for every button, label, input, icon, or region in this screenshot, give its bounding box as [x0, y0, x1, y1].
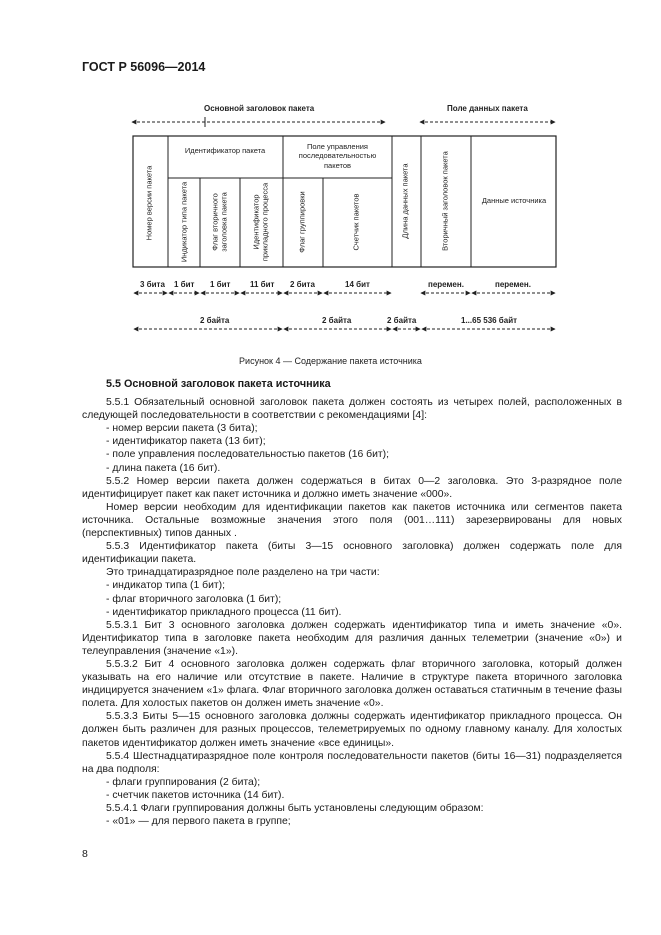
list-item: - идентификатор пакета (13 бит);: [106, 436, 266, 448]
list-item: - «01» — для первого пакета в группе;: [106, 816, 291, 828]
bytes-label: 2 байта: [322, 316, 352, 325]
label-data-field: Поле данных пакета: [447, 104, 528, 113]
list-item: - счетчик пакетов источника (14 бит).: [106, 789, 285, 801]
page-number: 8: [82, 848, 88, 860]
cell-version: Номер версии пакета: [144, 165, 154, 241]
cell-app-process-id: Идентификатор прикладного процесса: [251, 182, 269, 262]
list-item: Это тринадцатиразрядное поле разделено на три части:: [106, 567, 380, 579]
list-item: - номер версии пакета (3 бита);: [106, 423, 258, 435]
bits-label: 3 бита: [140, 280, 165, 289]
cell-secondary-header: Вторичный заголовок пакета: [440, 151, 450, 251]
bytes-label: 1...65 536 байт: [461, 316, 518, 325]
bits-label: перемен.: [495, 280, 531, 289]
bits-label: перемен.: [428, 280, 464, 289]
label-main-header: Основной заголовок пакета: [204, 104, 315, 113]
cell-packet-id: Идентификатор пакета: [184, 146, 266, 155]
paragraph: 5.5.3.2 Бит 4 основного заголовка должен содержать флаг вторичного заголовка, который должен указывать на его наличие или отсутствие в пакете. Наличие в структуре пакета вторичного заголовка индицируется значением «1» флага. Флаг вторичного заголовка должен оставаться статичным в течение фазы полета. Для холостых пакетов он должен иметь значение «0».: [82, 658, 622, 710]
list-item: - идентификатор прикладного процесса (11 бит).: [106, 606, 342, 618]
bytes-label: 2 байта: [387, 316, 417, 325]
section-title: 5.5 Основной заголовок пакета источника: [106, 378, 331, 390]
paragraph: 5.5.4 Шестнадцатиразрядное поле контроля последовательности пакетов (биты 16—31) подразделяется на два подполя:: [82, 750, 622, 775]
body-text: [82, 378, 622, 828]
bits-label: 11 бит: [250, 280, 275, 289]
paragraph: 5.5.2 Номер версии пакета должен содержаться в битах 0—2 заголовка. Это 3-разрядное поле идентифицирует пакет как пакет источника и должно иметь значение «000».: [82, 475, 622, 500]
bits-label: 14 бит: [345, 280, 370, 289]
list-item: 5.5.4.1 Флаги группирования должны быть установлены следующим образом:: [106, 803, 484, 814]
figure-caption: Рисунок 4 — Содержание пакета источника: [239, 356, 422, 366]
paragraph: Номер версии необходим для идентификации пакетов как пакетов источника или сегментов пакета источника. Остальные возможные значения этого поля (001…111) зарезервированы для новых (перспективных) типов данных .: [82, 501, 622, 540]
packet-structure-diagram: [0, 0, 661, 360]
cell-source-data: Данные источника: [481, 196, 547, 205]
paragraph: 5.5.1 Обязательный основной заголовок пакета должен состоять из четырех полей, расположенных в следующей последовательности в соответствии с рекомендациями [4]:: [82, 397, 622, 422]
paragraphs: [82, 396, 622, 828]
document-header: ГОСТ Р 56096—2014: [82, 60, 206, 74]
list-item: - индикатор типа (1 бит);: [106, 580, 226, 592]
diagram-lines: [0, 0, 661, 360]
bits-label: 2 бита: [290, 280, 315, 289]
bits-label: 1 бит: [174, 280, 195, 289]
cell-packet-length: Длина данных пакета: [400, 163, 410, 239]
cell-grouping-flags: Флаг группировки: [297, 191, 307, 253]
list-item: - флаг вторичного заголовка (1 бит);: [106, 593, 282, 605]
list-item: - длина пакета (16 бит).: [106, 462, 221, 474]
paragraph: 5.5.3 Идентификатор пакета (биты 3—15 основного заголовка) должен содержать поле для идентификации пакета.: [82, 541, 622, 566]
cell-seq-control: Поле управления последовательностью пакетов: [298, 142, 377, 170]
list-item: - флаги группирования (2 бита);: [106, 776, 261, 788]
cell-secondary-flag: Флаг вторичного заголовка пакета: [210, 192, 228, 252]
cell-packet-counter: Счетчик пакетов: [351, 193, 361, 251]
bits-label: 1 бит: [210, 280, 231, 289]
paragraph: 5.5.3.1 Бит 3 основного заголовка должен содержать идентификатор типа и иметь значение «0». Идентификатор типа в заголовке пакета необходим для различия данных телеметрии (значение «0») и телеуправления (значение «1»).: [82, 619, 622, 657]
cell-type-indicator: Индикатор типа пакета: [179, 181, 189, 263]
paragraph: 5.5.3.3 Биты 5—15 основного заголовка должны содержать идентификатор прикладного процесса. Он должен быть различен для разных процессов, телеметрируемых по одному главному каналу. Для холостых пакетов идентификатор должен иметь значение «все единицы».: [82, 711, 622, 749]
list-item: - поле управления последовательностью пакетов (16 бит);: [106, 449, 390, 461]
bytes-label: 2 байта: [200, 316, 230, 325]
